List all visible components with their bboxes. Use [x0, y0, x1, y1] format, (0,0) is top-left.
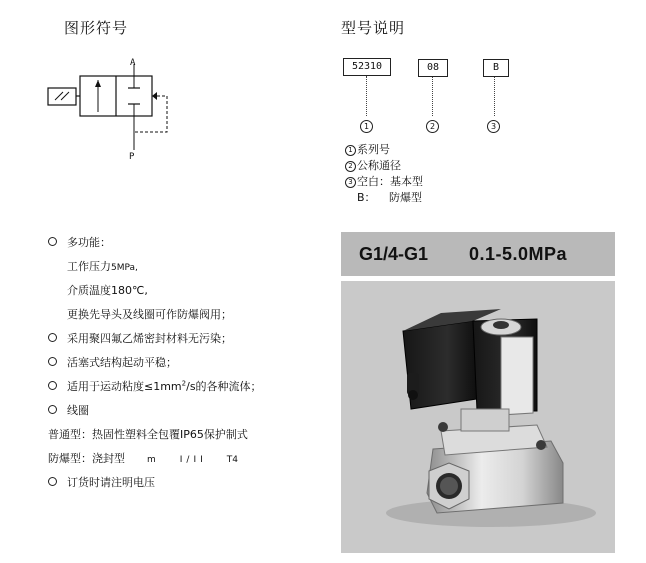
marker-1: 1 [360, 120, 373, 133]
model-section-title: 型号说明 [341, 19, 406, 37]
model-code-type: B [483, 59, 509, 77]
feature-coil: 线圈 [48, 402, 89, 418]
legend-item-series: 1 系列号 [345, 142, 423, 158]
legend-item-blank: 3 空白：基本型 [345, 174, 423, 190]
feature-multi-function: 多功能： [48, 234, 111, 250]
solenoid-valve-image [341, 281, 615, 553]
bullet-icon [48, 405, 57, 414]
feature-ptfe-seal: 采用聚四氟乙烯密封材料无污染； [48, 330, 232, 346]
leader-line-1 [366, 76, 367, 116]
marker-3: 3 [487, 120, 500, 133]
feature-piston: 活塞式结构起动平稳； [48, 354, 177, 370]
symbol-section-title: 图形符号 [64, 19, 129, 37]
legend-item-diameter: 2 公称通径 [345, 158, 423, 174]
model-code-diameter: 08 [418, 59, 448, 77]
feature-normal-type: 普通型：热固性塑料全包覆IP65保护制式 [48, 428, 248, 441]
legend-item-explosion: B： 防爆型 [357, 191, 422, 204]
model-legend [345, 142, 423, 206]
leader-line-3 [494, 77, 495, 116]
feature-explosion-type: 防爆型：浇封型 m I/II T4 [48, 452, 239, 465]
bullet-icon [48, 357, 57, 366]
spec-banner [341, 232, 615, 276]
bullet-icon [48, 477, 57, 486]
bullet-icon [48, 333, 57, 342]
bullet-icon [48, 237, 57, 246]
bullet-icon [48, 381, 57, 390]
marker-2: 2 [426, 120, 439, 133]
model-code-series: 52310 [343, 58, 391, 76]
port-a-label: A [130, 58, 136, 68]
feature-medium-temp: 介质温度180℃, [67, 284, 148, 297]
product-photo [341, 281, 615, 553]
solenoid-coil-icon [48, 88, 76, 105]
leader-line-2 [432, 77, 433, 116]
feature-pressure: 工作压力5MPa, [67, 260, 138, 273]
feature-explosion-option: 更换先导头及线圈可作防爆阀用； [67, 308, 232, 321]
feature-order-note: 订货时请注明电压 [48, 474, 155, 490]
port-p-label: P [129, 152, 135, 162]
size-range: G1/4-G1 [359, 244, 429, 264]
feature-viscosity: 适用于运动粘度$\le 1mm^2/s$的各种流体； [48, 378, 262, 394]
pressure-range: 0.1-5.0MPa [469, 244, 568, 264]
valve-symbol-diagram [40, 50, 180, 170]
